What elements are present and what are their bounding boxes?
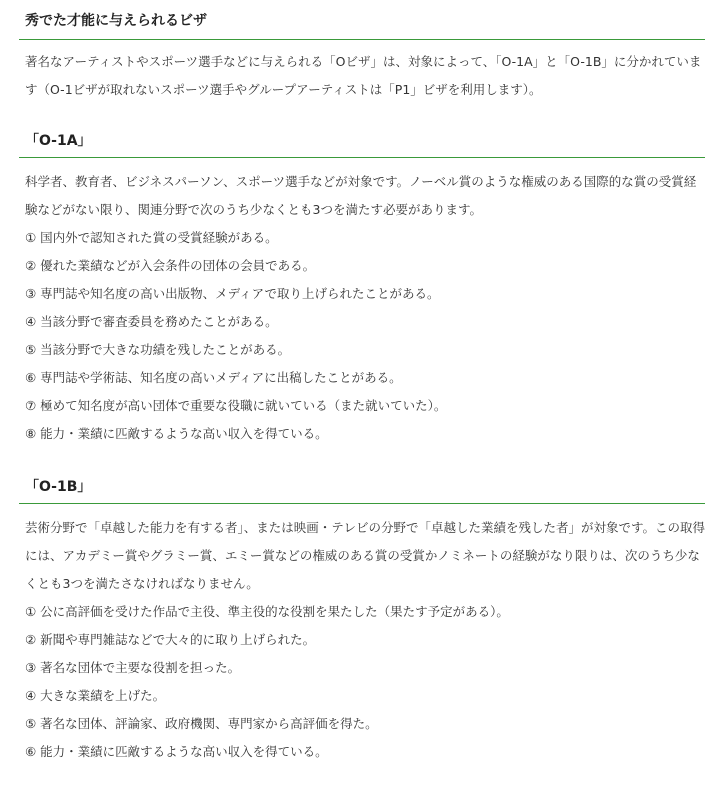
o1b-section — [19, 504, 705, 766]
intro-heading: 秀でた才能に与えられるビザ — [19, 0, 705, 40]
section-spacer — [19, 104, 705, 126]
list-item: ⑤ 著名な団体、評論家、政府機関、専門家から高評価を得た。 — [25, 716, 378, 731]
list-item: ⑥ 能力・業績に匹敵するような高い収入を得ている。 — [25, 744, 328, 759]
list-item: ① 国内外で認知された賞の受賞経験がある。 — [25, 230, 278, 245]
list-item: ⑥ 専門誌や学術誌、知名度の高いメディアに出稿したことがある。 — [25, 370, 402, 385]
list-item: ⑦ 極めて知名度が高い団体で重要な役職に就いている（また就いていた）。 — [25, 398, 447, 413]
list-item: ② 優れた業績などが入会条件の団体の会員である。 — [25, 258, 316, 273]
intro-paragraph: 著名なアーティストやスポーツ選手などに与えられる「Oビザ」は、対象によって、「O-1A」と「O-1B」に分かれています（O-1ビザが取れないスポーツ選手やグループアーティストは「P1」ビザを利用します）。 — [25, 54, 702, 97]
o1b-criteria-list — [19, 598, 705, 766]
section-spacer — [19, 448, 705, 472]
list-item: ③ 専門誌や知名度の高い出版物、メディアで取り上げられたことがある。 — [25, 286, 440, 301]
o1b-heading: 「O-1B」 — [19, 472, 705, 504]
list-item: ⑧ 能力・業績に匹敵するような高い収入を得ている。 — [25, 426, 328, 441]
list-item: ② 新聞や専門雑誌などで大々的に取り上げられた。 — [25, 632, 316, 647]
o1a-criteria-list — [19, 224, 705, 448]
list-item: ① 公に高評価を受けた作品で主役、準主役的な役割を果たした（果たす予定がある）。 — [25, 604, 509, 619]
o1b-paragraph: 芸術分野で「卓越した能力を有する者」、または映画・テレビの分野で「卓越した業績を残した者」が対象です。この取得には、アカデミー賞やグラミー賞、エミー賞などの権威のある賞の受賞かノミネートの経験がなり限りは、次のうち少なくとも3つを満たさなければなりません。 — [25, 520, 706, 591]
list-item: ④ 当該分野で審査委員を務めたことがある。 — [25, 314, 278, 329]
o1a-paragraph: 科学者、教育者、ビジネスパーソン、スポーツ選手などが対象です。ノーベル賞のような権威のある国際的な賞の受賞経験などがない限り、関連分野で次のうち少なくとも3つを満たす必要があります。 — [25, 174, 697, 217]
intro-section — [19, 40, 705, 104]
list-item: ④ 大きな業績を上げた。 — [25, 688, 166, 703]
o1a-section — [19, 158, 705, 448]
list-item: ⑤ 当該分野で大きな功績を残したことがある。 — [25, 342, 291, 357]
list-item: ③ 著名な団体で主要な役割を担った。 — [25, 660, 241, 675]
o1a-heading: 「O-1A」 — [19, 126, 705, 158]
